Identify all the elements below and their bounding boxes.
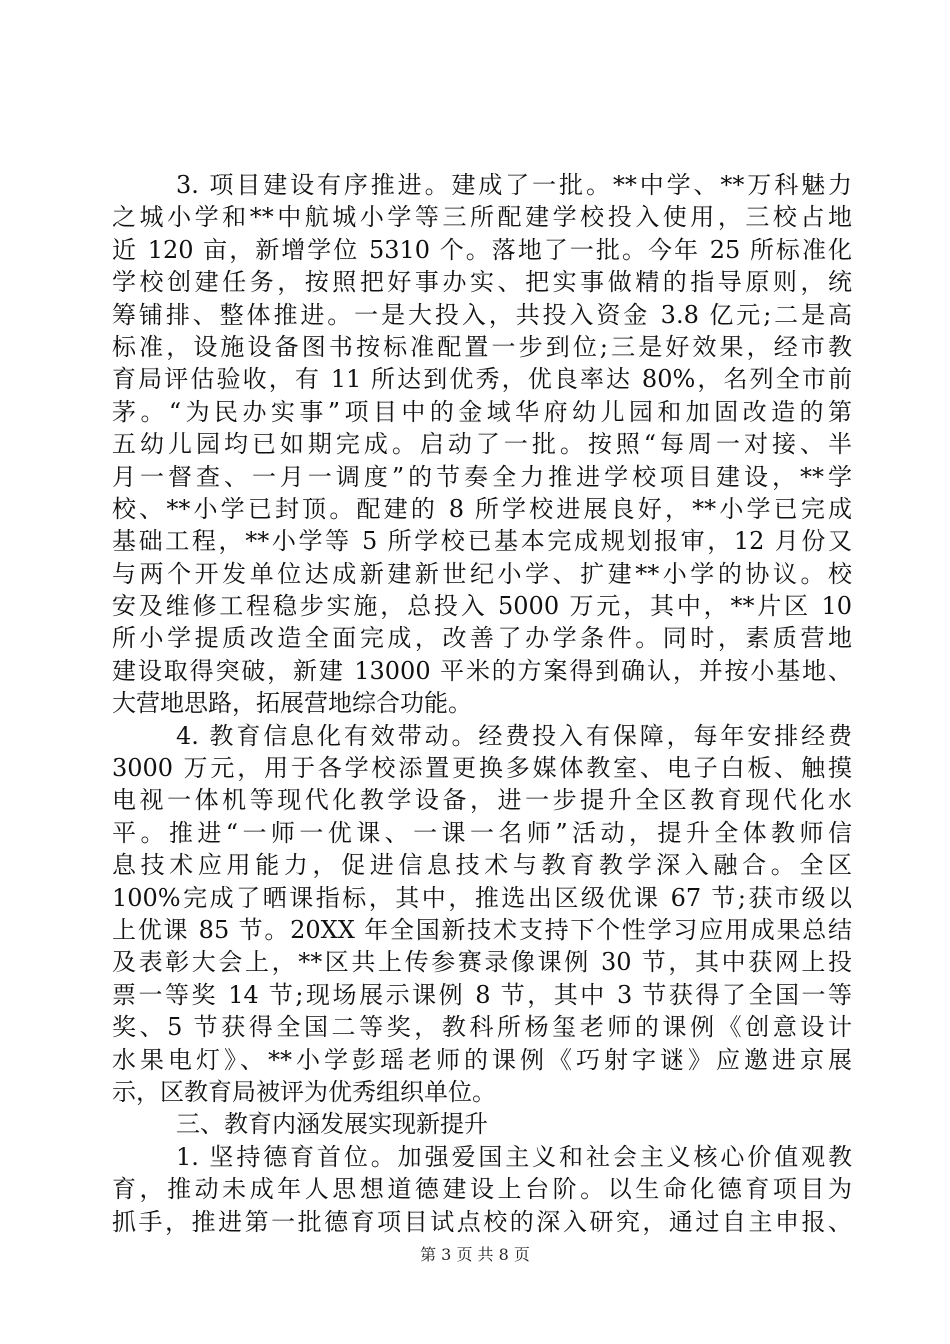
paragraph-line: 票一等奖 14 节;现场展示课例 8 节，其中 3 节获得了全国一等: [112, 980, 852, 1009]
paragraph-line: 1. 坚持德育首位。加强爱国主义和社会主义核心价值观教: [176, 1142, 852, 1171]
paragraph-line: 茅。“为民办实事”项目中的金域华府幼儿园和加固改造的第: [112, 397, 852, 426]
paragraph-line: 所小学提质改造全面完成，改善了办学条件。同时，素质营地: [112, 624, 852, 653]
paragraph-line: 之城小学和**中航城小学等三所配建学校投入使用，三校占地: [112, 203, 852, 232]
paragraph-line: 奖、5 节获得全国二等奖，教科所杨玺老师的课例《创意设计: [112, 1013, 852, 1042]
paragraph-line: 育局评估验收，有 11 所达到优秀，优良率达 80%，名列全市前: [112, 365, 852, 394]
paragraph-line: 学校创建任务，按照把好事办实、把实事做精的指导原则，统: [112, 268, 852, 297]
paragraph-line: 与两个开发单位达成新建新世纪小学、扩建**小学的协议。校: [112, 559, 852, 588]
paragraph-line: 电视一体机等现代化教学设备，进一步提升全区教育现代化水: [112, 786, 852, 815]
paragraph-line: 及表彰大会上，**区共上传参赛录像课例 30 节，其中获网上投: [112, 948, 852, 977]
paragraph-line: 水果电灯》、**小学彭瑶老师的课例《巧射字谜》应邀进京展: [112, 1045, 852, 1074]
paragraph-line: 筹铺排、整体推进。一是大投入，共投入资金 3.8 亿元;二是高: [112, 300, 852, 329]
paragraph-line: 平。推进“一师一优课、一课一名师”活动，提升全体教师信: [112, 818, 852, 847]
paragraph-line: 育，推动未成年人思想道德建设上台阶。以生命化德育项目为: [112, 1175, 852, 1204]
paragraph-line: 建设取得突破，新建 13000 平米的方案得到确认，并按小基地、: [112, 656, 852, 685]
paragraph-line: 3. 项目建设有序推进。建成了一批。**中学、**万科魅力: [176, 171, 852, 199]
paragraph-line: 息技术应用能力，促进信息技术与教育教学深入融合。全区: [112, 851, 852, 880]
paragraph-line: 近 120 亩，新增学位 5310 个。落地了一批。今年 25 所标准化: [112, 235, 852, 264]
paragraph-line: 4. 教育信息化有效带动。经费投入有保障，每年安排经费: [176, 721, 852, 750]
section-heading: 三、教育内涵发展实现新提升: [176, 1110, 488, 1139]
paragraph-line: 示，区教育局被评为优秀组织单位。: [112, 1077, 496, 1106]
paragraph-line: 100%完成了晒课指标，其中，推选出区级优课 67 节;获市级以: [112, 883, 852, 912]
paragraph-line: 基础工程，**小学等 5 所学校已基本完成规划报审，12 月份又: [112, 527, 852, 556]
paragraph-line: 安及维修工程稳步实施，总投入 5000 万元，其中，**片区 10: [112, 592, 852, 621]
paragraph-line: 标准，设施设备图书按标准配置一步到位;三是好效果，经市教: [112, 332, 852, 361]
paragraph-line: 3000 万元，用于各学校添置更换多媒体教室、电子白板、触摸: [112, 754, 852, 783]
document-body: [112, 169, 852, 1238]
paragraph-line: 上优课 85 节。20XX 年全国新技术支持下个性学习应用成果总结: [112, 915, 852, 944]
page-footer: 第 3 页 共 8 页: [420, 1245, 530, 1264]
paragraph-line: 月一督查、一月一调度”的节奏全力推进学校项目建设，**学: [112, 462, 852, 491]
paragraph-line: 大营地思路，拓展营地综合功能。: [112, 689, 472, 718]
paragraph-line: 抓手，推进第一批德育项目试点校的深入研究，通过自主申报、: [112, 1207, 852, 1236]
paragraph-line: 五幼儿园均已如期完成。启动了一批。按照“每周一对接、半: [112, 430, 852, 459]
paragraph-line: 校、**小学已封顶。配建的 8 所学校进展良好，**小学已完成: [112, 494, 852, 523]
